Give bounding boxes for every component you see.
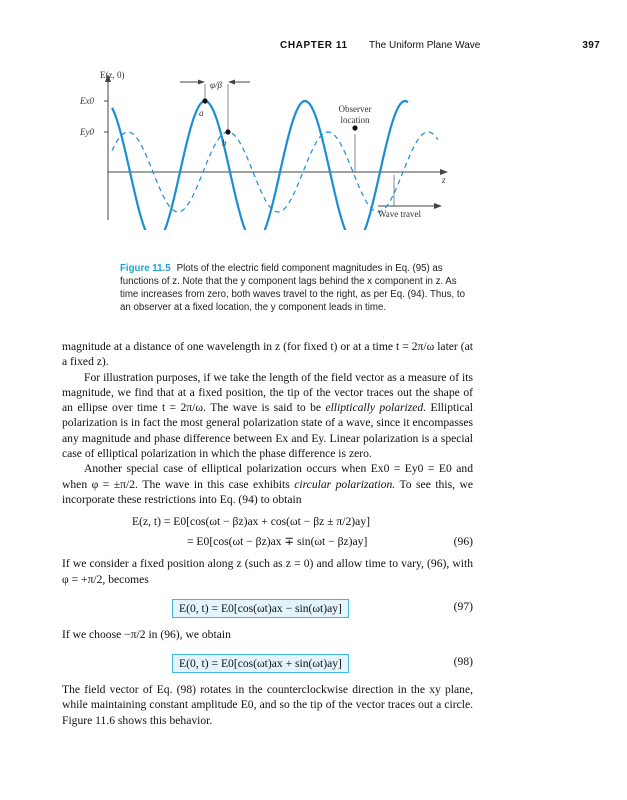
ey0-label: Ey0 bbox=[80, 127, 94, 137]
equation-96-text-1: E(z, t) = E0[cos(ωt − βz)ax + cos(ωt − βz ± π/2)ay] bbox=[132, 515, 370, 529]
equation-97-number: (97) bbox=[453, 599, 473, 613]
observer-label-line2: location bbox=[340, 115, 370, 125]
paragraph-3-part-1: Another special case of elliptical polarization occurs when Ex0 = Ey0 = E0 and when φ = ±π/2. The wave in this case exhibits bbox=[62, 462, 473, 491]
point-a-label: a bbox=[199, 108, 204, 118]
observer-marker bbox=[352, 125, 357, 130]
paragraph-2-part-1: For illustration purposes, if we take the length of the field vector as a measure of its magnitude, we find that at a fixed position, the tip of the vector traces out the shape of an ellipse over time t = 2π/ω. The wave is said to be bbox=[62, 370, 473, 415]
point-b-marker bbox=[225, 129, 230, 134]
phase-arrowhead-left bbox=[198, 80, 205, 85]
equation-96-text-2: = E0[cos(ωt − βz)ax ∓ sin(ωt − βz)ay] bbox=[187, 535, 368, 549]
paragraph-3 bbox=[62, 461, 473, 507]
paragraph-6: The field vector of Eq. (98) rotates in the counterclockwise direction in the xy plane, while maintaining constant amplitude E0, and so the tip of the vector traces out a circle. Figure 11.6 shows this behavior. bbox=[62, 683, 473, 727]
equation-96-line-2 bbox=[62, 532, 473, 552]
point-b-label: b bbox=[222, 138, 227, 148]
paragraph-1: magnitude at a distance of one wavelength in z (for fixed t) or at a time t = 2π/ω later (at a fixed z). bbox=[62, 340, 473, 369]
paragraph-3-part-2: To see this, we incorporate these restrictions into Eq. (94) to obtain bbox=[62, 477, 473, 506]
phase-arrowhead-right bbox=[228, 80, 235, 85]
chapter-label: CHAPTER 11 bbox=[280, 40, 348, 51]
phase-label: φ/β bbox=[210, 80, 222, 90]
z-axis-label: z bbox=[442, 175, 446, 185]
wave-figure bbox=[72, 60, 462, 230]
paragraph-2 bbox=[62, 370, 473, 462]
caption-text: Plots of the electric field component magnitudes in Eq. (95) as functions of z. Note that the y component lags behind the x component in z. As time increases from zero, both waves travel to the right, as per Eq. (94). Thus, to an observer at a fixed location, the y component leads in time. bbox=[120, 263, 465, 313]
page-number: 397 bbox=[582, 40, 600, 51]
figure-caption bbox=[120, 262, 472, 314]
point-a-marker bbox=[202, 98, 207, 103]
equation-96-line-1 bbox=[62, 512, 473, 532]
wave-travel-arrowhead bbox=[434, 203, 442, 209]
body-text bbox=[62, 339, 473, 728]
paragraph-2-term: elliptically polarized. bbox=[325, 401, 427, 415]
equation-98-box: E(0, t) = E0[cos(ωt)ax + sin(ωt)ay] bbox=[172, 654, 349, 673]
paragraph-2-part-2: Elliptical polarization is in fact the most general polarization state of a wave, since it encompasses any magnitude and phase difference between Ex and Ey. Linear polarization is a special case of elliptical polarization in which the phase difference is zero. bbox=[62, 401, 473, 461]
page-header bbox=[280, 40, 600, 56]
chapter-title: The Uniform Plane Wave bbox=[369, 40, 481, 51]
paragraph-3-term: circular polarization. bbox=[294, 477, 396, 491]
equation-98-number: (98) bbox=[453, 655, 473, 669]
paragraph-4: If we consider a fixed position along z (such as z = 0) and allow time to vary, (96), with φ = +π/2, becomes bbox=[62, 557, 473, 586]
observer-label-line1: Observer bbox=[338, 104, 372, 114]
ex0-label: Ex0 bbox=[80, 96, 94, 106]
equation-97-box: E(0, t) = E0[cos(ωt)ax − sin(ωt)ay] bbox=[172, 599, 349, 618]
paragraph-5: If we choose −π/2 in (96), we obtain bbox=[62, 627, 231, 641]
y-axis-label: E(z, 0) bbox=[100, 70, 125, 80]
wave-travel-label: Wave travel bbox=[378, 209, 422, 219]
equation-96-number: (96) bbox=[453, 535, 473, 549]
equation-97 bbox=[62, 597, 473, 621]
equation-98 bbox=[62, 652, 473, 676]
caption-label: Figure 11.5 bbox=[120, 263, 171, 274]
